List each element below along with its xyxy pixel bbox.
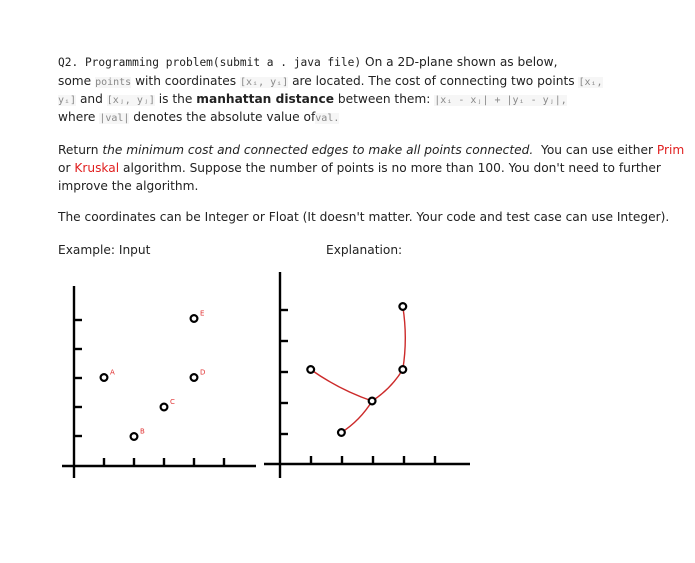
explanation-points [307,303,406,436]
code-abs-val: |val| [99,113,130,124]
input-point-d [191,374,198,381]
code-formula: |xᵢ - xⱼ| + |yᵢ - yⱼ|, [434,95,567,106]
text-is-the: is the [158,92,193,106]
explanation-point-b [338,429,345,436]
text-or: or [58,161,71,175]
input-point-label-c: C [170,398,175,406]
text-either: You can use either [541,143,654,157]
text-some: some [58,74,92,88]
input-points [101,310,206,440]
input-point-c [161,404,168,411]
explanation-edges [311,307,406,433]
text-with-coordinates: with coordinates [135,74,237,88]
code-coord-i: [xᵢ, yᵢ] [240,77,289,88]
input-point-b [131,433,138,440]
code-coord-j: [xⱼ, yⱼ] [106,95,155,106]
example-input-text: Example: Input [58,243,151,257]
edge-b-c [341,401,372,433]
text-between: between them: [337,92,431,106]
code-coord-i-end: yᵢ] [58,95,77,106]
explanation-point-d [399,366,406,373]
input-plot-axes [62,286,256,478]
input-point-label-a: A [110,368,115,377]
text-where: where [58,110,96,124]
text-denotes: denotes the absolute value of [133,110,316,124]
prim-term: Prim [656,143,685,157]
text-located: are located. The cost of connecting two points [292,74,575,88]
kruskal-term: Kruskal [74,161,120,175]
text-and: and [79,92,103,106]
input-point-label-d: D [200,368,206,377]
text-algorithm-constraints: algorithm. Suppose the number of points is no more than 100. You don't need to further [123,161,661,175]
code-points: points [95,77,132,88]
question-intro: On a 2D-plane shown as below, [364,55,558,69]
question-title: Q2. Programming problem(submit a . java file) [58,56,362,69]
text-return: Return [58,143,99,157]
explanation-point-c [369,398,376,405]
input-point-label-b: B [140,427,145,436]
edge-c-d [372,370,403,402]
code-val: val. [315,113,340,124]
manhattan-distance-term: manhattan distance [196,92,334,106]
explanation-text: Explanation: [326,243,403,257]
input-point-a [101,374,108,381]
explanation-point-a [307,366,314,373]
explanation-point-e [399,303,406,310]
input-point-label-e: E [200,309,205,318]
input-point-e [191,315,198,322]
edge-a-c [311,370,372,402]
task-statement: the minimum cost and connected edges to make all points connected. [102,143,534,157]
text-improve: improve the algorithm. [58,179,199,193]
edge-d-e [403,307,406,370]
explanation-plot-axes [264,272,470,478]
coordinates-note: The coordinates can be Integer or Float (It doesn't matter. Your code and test case can use Integer). [58,210,670,224]
code-coord-i-start: [xᵢ, [578,77,603,88]
